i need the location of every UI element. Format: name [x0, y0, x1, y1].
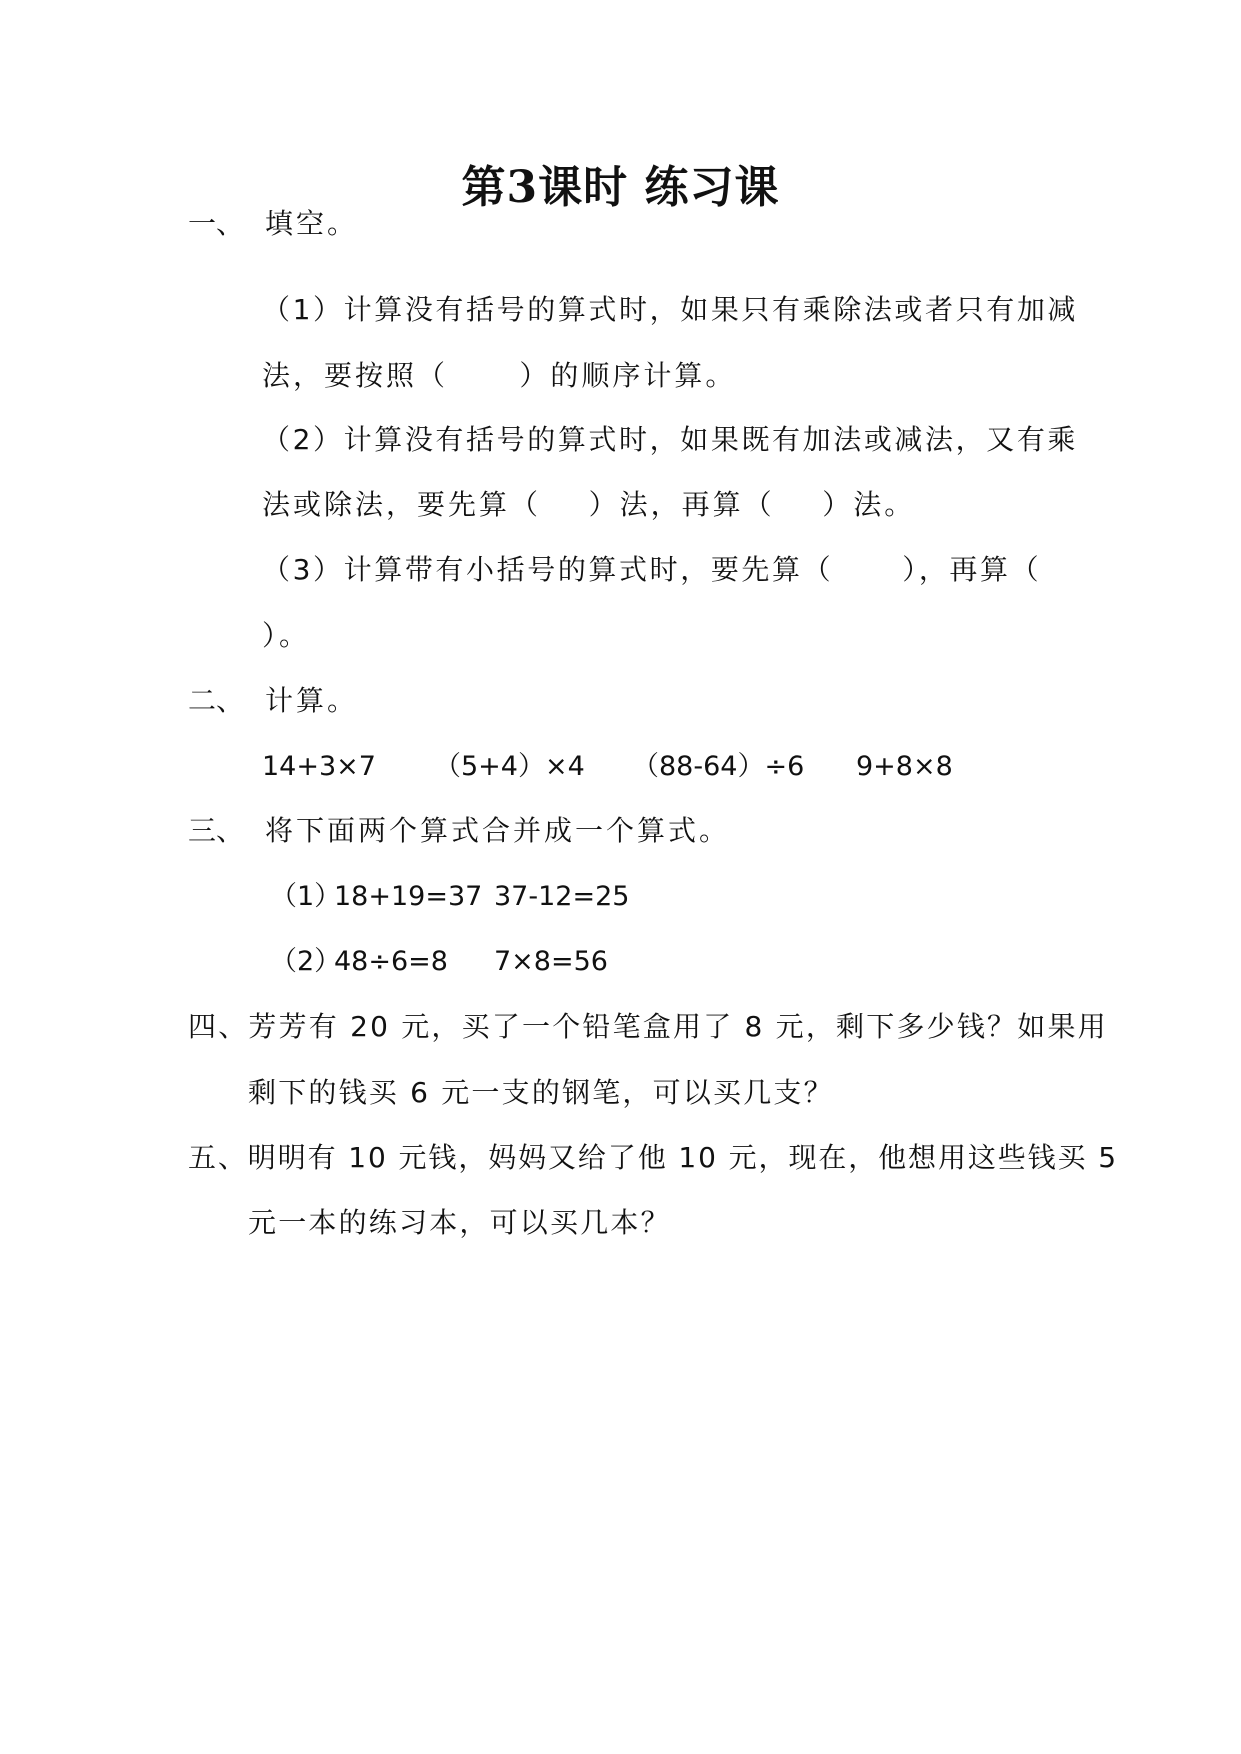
question-3-2-equation-a: 48÷6=8: [334, 946, 448, 977]
page-title: 第3课时 练习课: [461, 162, 780, 213]
section-3-heading: 将下面两个算式合并成一个算式。: [265, 814, 731, 847]
expression-2: （5+4）×4: [434, 751, 585, 782]
section-2-heading: 计算。: [265, 684, 359, 717]
question-1-2-line-2: 法或除法，要先算（ ）法，再算（ ）法。: [262, 488, 916, 521]
expression-3: （88-64）÷6: [632, 751, 805, 782]
question-1-3-line-1: （3）计算带有小括号的算式时，要先算（ ），再算（: [262, 553, 1042, 586]
question-1-1-line-1: （1）计算没有括号的算式时，如果只有乘除法或者只有加减: [262, 293, 1079, 326]
question-3-2-equation-b: 7×8=56: [494, 946, 608, 977]
expression-1: 14+3×7: [262, 751, 376, 782]
section-2-number: 二、: [188, 684, 245, 717]
question-3-1-equation-b: 37-12=25: [494, 881, 630, 912]
question-1-3-line-2: ）。: [262, 619, 311, 652]
question-3-1-label: （1）: [270, 881, 342, 912]
section-5-line-1: 五、明明有 10 元钱，妈妈又给了他 10 元，现在，他想用这些钱买 5: [188, 1141, 1118, 1174]
question-3-2-label: （2）: [270, 946, 342, 977]
section-4-line-2: 剩下的钱买 6 元一支的钢笔，可以买几支？: [248, 1076, 834, 1109]
question-1-1-line-2: 法，要按照（ ）的顺序计算。: [262, 359, 737, 392]
section-4-line-1: 四、芳芳有 20 元，买了一个铅笔盒用了 8 元，剩下多少钱？如果用: [188, 1010, 1108, 1043]
question-1-2-line-1: （2）计算没有括号的算式时，如果既有加法或减法，又有乘: [262, 423, 1079, 456]
section-1-number: 一、: [188, 207, 245, 240]
section-1-heading: 填空。: [265, 207, 359, 240]
question-3-1-equation-a: 18+19=37: [334, 881, 483, 912]
expression-4: 9+8×8: [856, 751, 953, 782]
section-5-line-2: 元一本的练习本，可以买几本？: [248, 1206, 671, 1239]
section-3-number: 三、: [188, 814, 245, 847]
